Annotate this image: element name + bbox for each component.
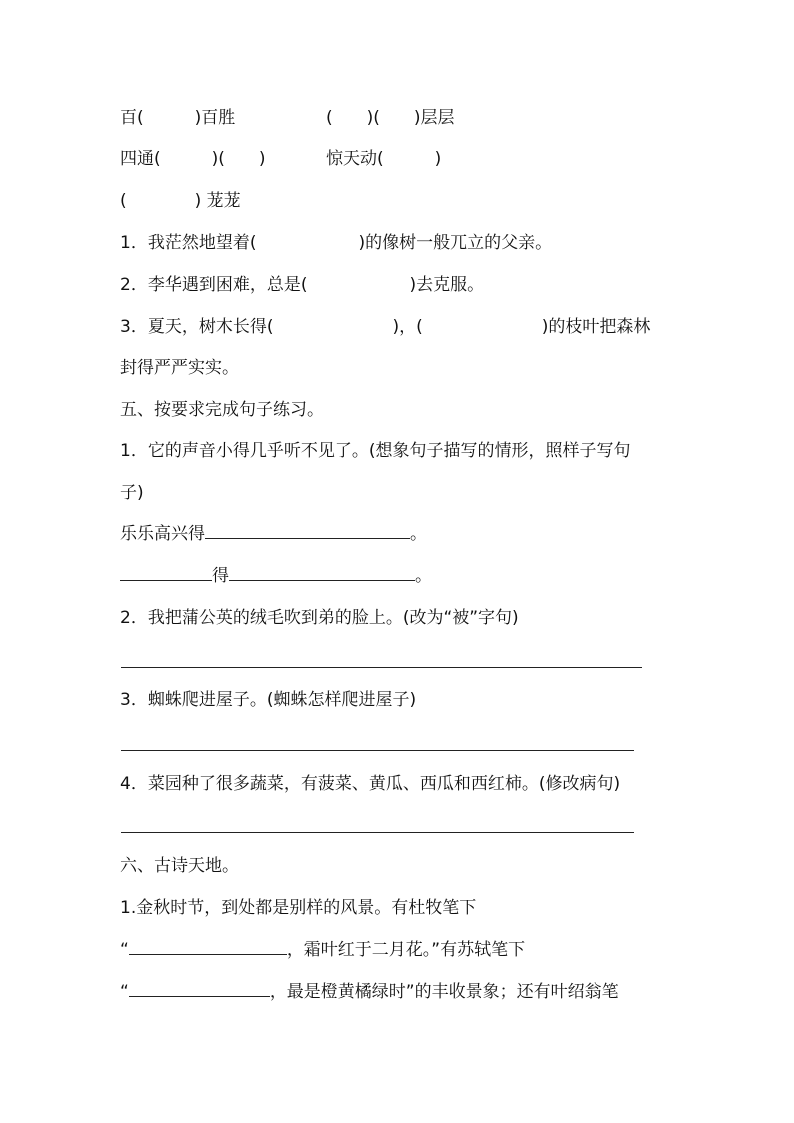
sentence-question-2 xyxy=(120,604,519,632)
poem-question-1-text: 1.金秋时节，到处都是别样的风景。有杜牧笔下 xyxy=(120,898,477,918)
idiom-ceng-ceng: ( )( )层层 xyxy=(326,108,455,128)
sentence-question-3 xyxy=(120,686,416,714)
idiom-jing-tian-dong: 惊天动( ) xyxy=(326,149,442,169)
sentence-question-4-text: 4．菜园种了很多蔬菜，有菠菜、黄瓜、西瓜和西红柿。(修改病句) xyxy=(120,774,621,794)
section-5-heading xyxy=(120,396,324,424)
answer-line-2[interactable] xyxy=(121,667,642,668)
idiom-long-long: ( ) 茏茏 xyxy=(120,191,241,211)
fill-question-1 xyxy=(120,229,552,257)
section-6-heading xyxy=(120,852,239,880)
example-1-suffix: 。 xyxy=(410,524,427,544)
sentence-question-2-text: 2．我把蒲公英的绒毛吹到弟的脸上。(改为“被”字句) xyxy=(120,608,519,628)
example-sentence-2 xyxy=(120,562,432,590)
answer-line-4[interactable] xyxy=(121,832,634,833)
fill-question-3-text: 3．夏天，树木长得( )，( )的枝叶把森林 xyxy=(120,317,651,337)
idiom-si-tong: 四通( )( ) xyxy=(120,149,266,169)
poem-open-quote-2: “ xyxy=(120,982,129,1002)
poem-line-3-text: ，最是橙黄橘绿时”的丰收景象；还有叶绍翁笔 xyxy=(269,982,619,1002)
example-2-subject-blank[interactable] xyxy=(120,562,212,581)
poem-question-1-line-3 xyxy=(120,978,619,1006)
sentence-question-1-continued xyxy=(120,479,144,507)
example-1-blank[interactable] xyxy=(205,520,410,539)
fill-question-1-text: 1．我茫然地望着( )的像树一般兀立的父亲。 xyxy=(120,233,553,253)
example-sentence-1 xyxy=(120,520,427,548)
sentence-question-1-text-cont: 子) xyxy=(120,483,144,503)
poem-question-1 xyxy=(120,894,476,922)
poem-blank-1[interactable] xyxy=(129,936,287,955)
poem-question-1-line-2 xyxy=(120,936,525,964)
idiom-bai-bai-sheng: 百( )百胜 xyxy=(120,108,236,128)
sentence-question-4 xyxy=(120,770,620,798)
poem-open-quote-1: “ xyxy=(120,940,129,960)
poem-line-2-text: ，霜叶红于二月花。”有苏轼笔下 xyxy=(286,940,526,960)
example-1-prefix: 乐乐高兴得 xyxy=(120,524,205,544)
fill-question-3-text-cont: 封得严严实实。 xyxy=(120,358,239,378)
fill-question-3 xyxy=(120,313,650,341)
fill-question-2 xyxy=(120,271,484,299)
sentence-question-1-text: 1．它的声音小得几乎听不见了。(想象句子描写的情形，照样子写句 xyxy=(120,441,631,461)
example-2-suffix: 。 xyxy=(415,566,432,586)
fill-question-3-continued xyxy=(120,354,239,382)
sentence-question-3-text: 3．蜘蛛爬进屋子。(蜘蛛怎样爬进屋子) xyxy=(120,690,417,710)
sentence-question-1 xyxy=(120,437,630,465)
section-5-title: 五、按要求完成句子练习。 xyxy=(120,400,324,420)
section-6-title: 六、古诗天地。 xyxy=(120,856,239,876)
poem-blank-2[interactable] xyxy=(129,978,270,997)
example-2-de: 得 xyxy=(212,566,229,586)
fill-question-2-text: 2．李华遇到困难，总是( )去克服。 xyxy=(120,275,485,295)
example-2-blank[interactable] xyxy=(229,562,415,581)
answer-line-3[interactable] xyxy=(121,750,634,751)
